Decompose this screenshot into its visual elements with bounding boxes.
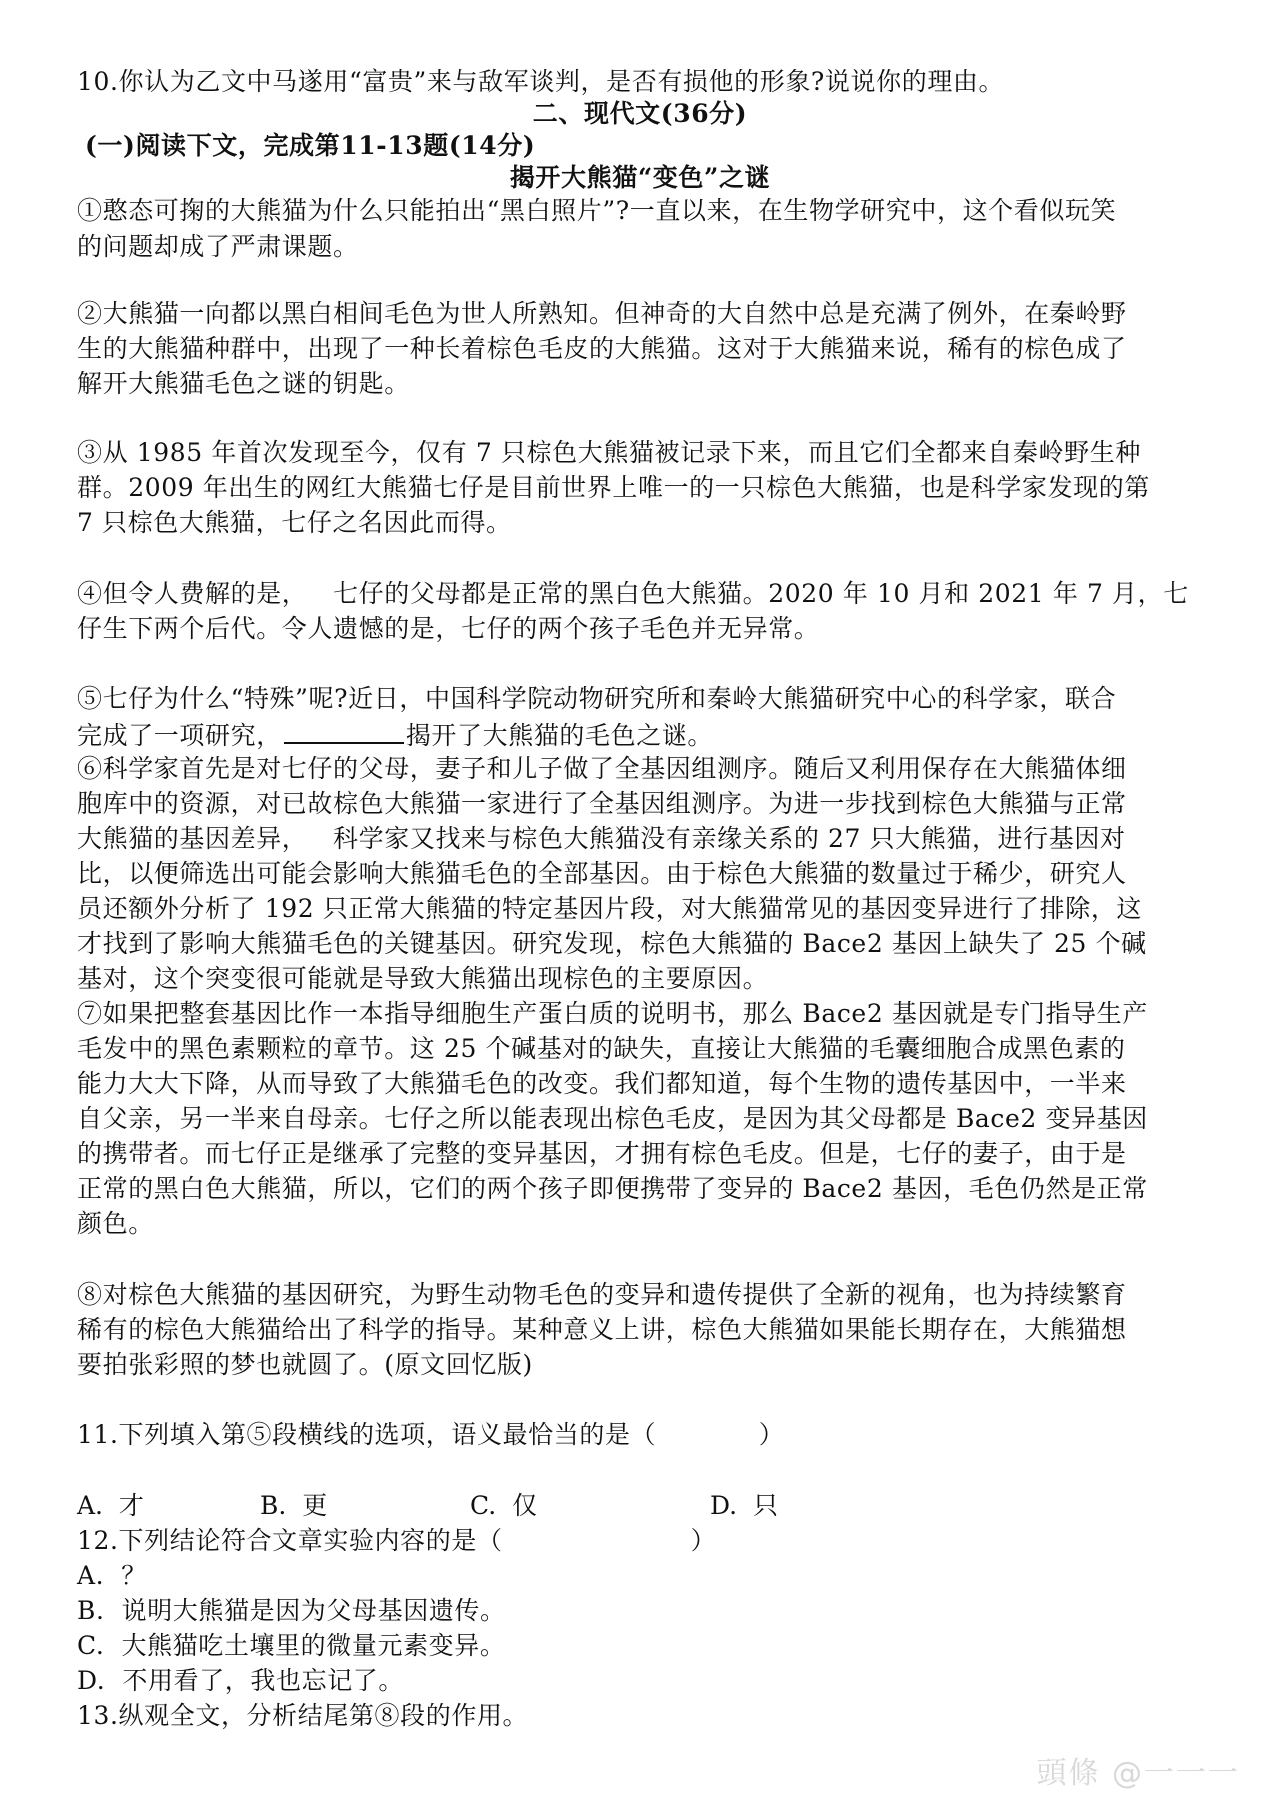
q12-option-a: A. ？ xyxy=(77,1561,147,1590)
subsection-heading: (一)阅读下文，完成第11-13题(14分) xyxy=(85,131,536,160)
q11-option-b: B. 更 xyxy=(260,1491,328,1520)
paragraph-8-line-1: ⑧对棕色大熊猫的基因研究，为野生动物毛色的变异和遗传提供了全新的视角，也为持续繁育 xyxy=(77,1280,1127,1309)
paragraph-2-line-3: 解开大熊猫毛色之谜的钥匙。 xyxy=(77,369,410,398)
fill-in-blank xyxy=(284,716,404,744)
paragraph-6-line-6: 才找到了影响大熊猫毛色的关键基因。研究发现，棕色大熊猫的 Bace2 基因上缺失了 25 个碱 xyxy=(77,929,1147,958)
q12-option-d: D. 不用看了，我也忘记了。 xyxy=(77,1666,404,1695)
paragraph-7-line-5: 的携带者。而七仔正是继承了完整的变异基因，才拥有棕色毛皮。但是，七仔的妻子，由于是 xyxy=(77,1139,1127,1168)
paragraph-2-line-2: 生的大熊猫种群中，出现了一种长着棕色毛皮的大熊猫。这对于大熊猫来说，稀有的棕色成了 xyxy=(77,334,1127,363)
paragraph-6-line-2: 胞库中的资源，对已故棕色大熊猫一家进行了全基因组测序。为进一步找到棕色大熊猫与正常 xyxy=(77,789,1127,818)
question-13: 13.纵观全文，分析结尾第⑧段的作用。 xyxy=(77,1701,529,1730)
paragraph-7-line-1: ⑦如果把整套基因比作一本指导细胞生产蛋白质的说明书，那么 Bace2 基因就是专门指导生产 xyxy=(77,999,1148,1028)
paragraph-8-line-3: 要拍张彩照的梦也就圆了。(原文回忆版) xyxy=(77,1350,533,1379)
q12-option-b: B. 说明大熊猫是因为父母基因遗传。 xyxy=(77,1596,506,1625)
paragraph-1-line-2: 的问题却成了严肃课题。 xyxy=(77,232,359,261)
q11-option-a: A. 才 xyxy=(77,1491,144,1520)
paragraph-2-line-1: ②大熊猫一向都以黑白相间毛色为世人所熟知。但神奇的大自然中总是充满了例外，在秦岭野 xyxy=(77,299,1127,328)
paragraph-5-pre-blank: 完成了一项研究， xyxy=(77,721,282,750)
paragraph-1-line-1: ①憨态可掬的大熊猫为什么只能拍出“黑白照片”?一直以来，在生物学研究中，这个看似玩笑 xyxy=(77,196,1117,225)
paragraph-5-line-2 xyxy=(77,716,713,754)
paragraph-6-line-3: 大熊猫的基因差异， 科学家又找来与棕色大熊猫没有亲缘关系的 27 只大熊猫，进行基因对 xyxy=(77,824,1126,853)
section-heading: 二、现代文(36分) xyxy=(532,99,748,128)
paragraph-6-line-4: 比，以便筛选出可能会影响大熊猫毛色的全部基因。由于棕色大熊猫的数量过于稀少，研究人 xyxy=(77,859,1127,888)
paragraph-5-line-1: ⑤七仔为什么“特殊”呢?近日，中国科学院动物研究所和秦岭大熊猫研究中心的科学家，联合 xyxy=(77,684,1117,713)
q12-option-c: C. 大熊猫吃土壤里的微量元素变异。 xyxy=(77,1631,506,1660)
paragraph-6-line-1: ⑥科学家首先是对七仔的父母，妻子和儿子做了全基因组测序。随后又利用保存在大熊猫体细 xyxy=(77,754,1127,783)
paragraph-3-line-2: 群。2009 年出生的网红大熊猫七仔是目前世界上唯一的一只棕色大熊猫，也是科学家发现的第 xyxy=(77,473,1150,502)
paragraph-7-line-6: 正常的黑白色大熊猫，所以，它们的两个孩子即便携带了变异的 Bace2 基因，毛色仍然是正常 xyxy=(77,1174,1148,1203)
article-title: 揭开大熊猫“变色”之谜 xyxy=(509,163,771,192)
paragraph-7-line-3: 能力大大下降，从而导致了大熊猫毛色的改变。我们都知道，每个生物的遗传基因中，一半来 xyxy=(77,1069,1127,1098)
watermark: 頭條 @一一一 xyxy=(1036,1756,1240,1791)
q11-option-c: C. 仅 xyxy=(470,1491,538,1520)
question-11: 11.下列填入第⑤段横线的选项，语义最恰当的是（ ） xyxy=(77,1420,785,1449)
paragraph-8-line-2: 稀有的棕色大熊猫给出了科学的指导。某种意义上讲，棕色大熊猫如果能长期存在，大熊猫想 xyxy=(77,1315,1127,1344)
paragraph-7-line-2: 毛发中的黑色素颗粒的章节。这 25 个碱基对的缺失，直接让大熊猫的毛囊细胞合成黑色素的 xyxy=(77,1034,1126,1063)
paragraph-4-line-2: 仔生下两个后代。令人遗憾的是，七仔的两个孩子毛色并无异常。 xyxy=(77,614,820,643)
paragraph-3-line-1: ③从 1985 年首次发现至今，仅有 7 只棕色大熊猫被记录下来，而且它们全都来自秦岭野生种 xyxy=(77,438,1141,467)
paragraph-5-post-blank: 揭开了大熊猫的毛色之谜。 xyxy=(405,721,714,750)
q11-option-d: D. 只 xyxy=(710,1491,778,1520)
paragraph-6-line-5: 员还额外分析了 192 只正常大熊猫的特定基因片段，对大熊猫常见的基因变异进行了排除，这 xyxy=(77,894,1143,923)
paragraph-7-line-4: 自父亲，另一半来自母亲。七仔之所以能表现出棕色毛皮，是因为其父母都是 Bace2 变异基因 xyxy=(77,1104,1148,1133)
question-12: 12.下列结论符合文章实验内容的是（ ） xyxy=(77,1526,717,1555)
question-10: 10.你认为乙文中马遂用“富贵”来与敌军谈判，是否有损他的形象?说说你的理由。 xyxy=(77,67,1005,96)
paragraph-7-line-7: 颜色。 xyxy=(77,1209,154,1238)
paragraph-4-line-1: ④但令人费解的是， 七仔的父母都是正常的黑白色大熊猫。2020 年 10 月和 2021 年 7 月，七 xyxy=(77,579,1189,608)
paragraph-3-line-3: 7 只棕色大熊猫，七仔之名因此而得。 xyxy=(77,508,512,537)
paragraph-6-line-7: 基对，这个突变很可能就是导致大熊猫出现棕色的主要原因。 xyxy=(77,964,769,993)
